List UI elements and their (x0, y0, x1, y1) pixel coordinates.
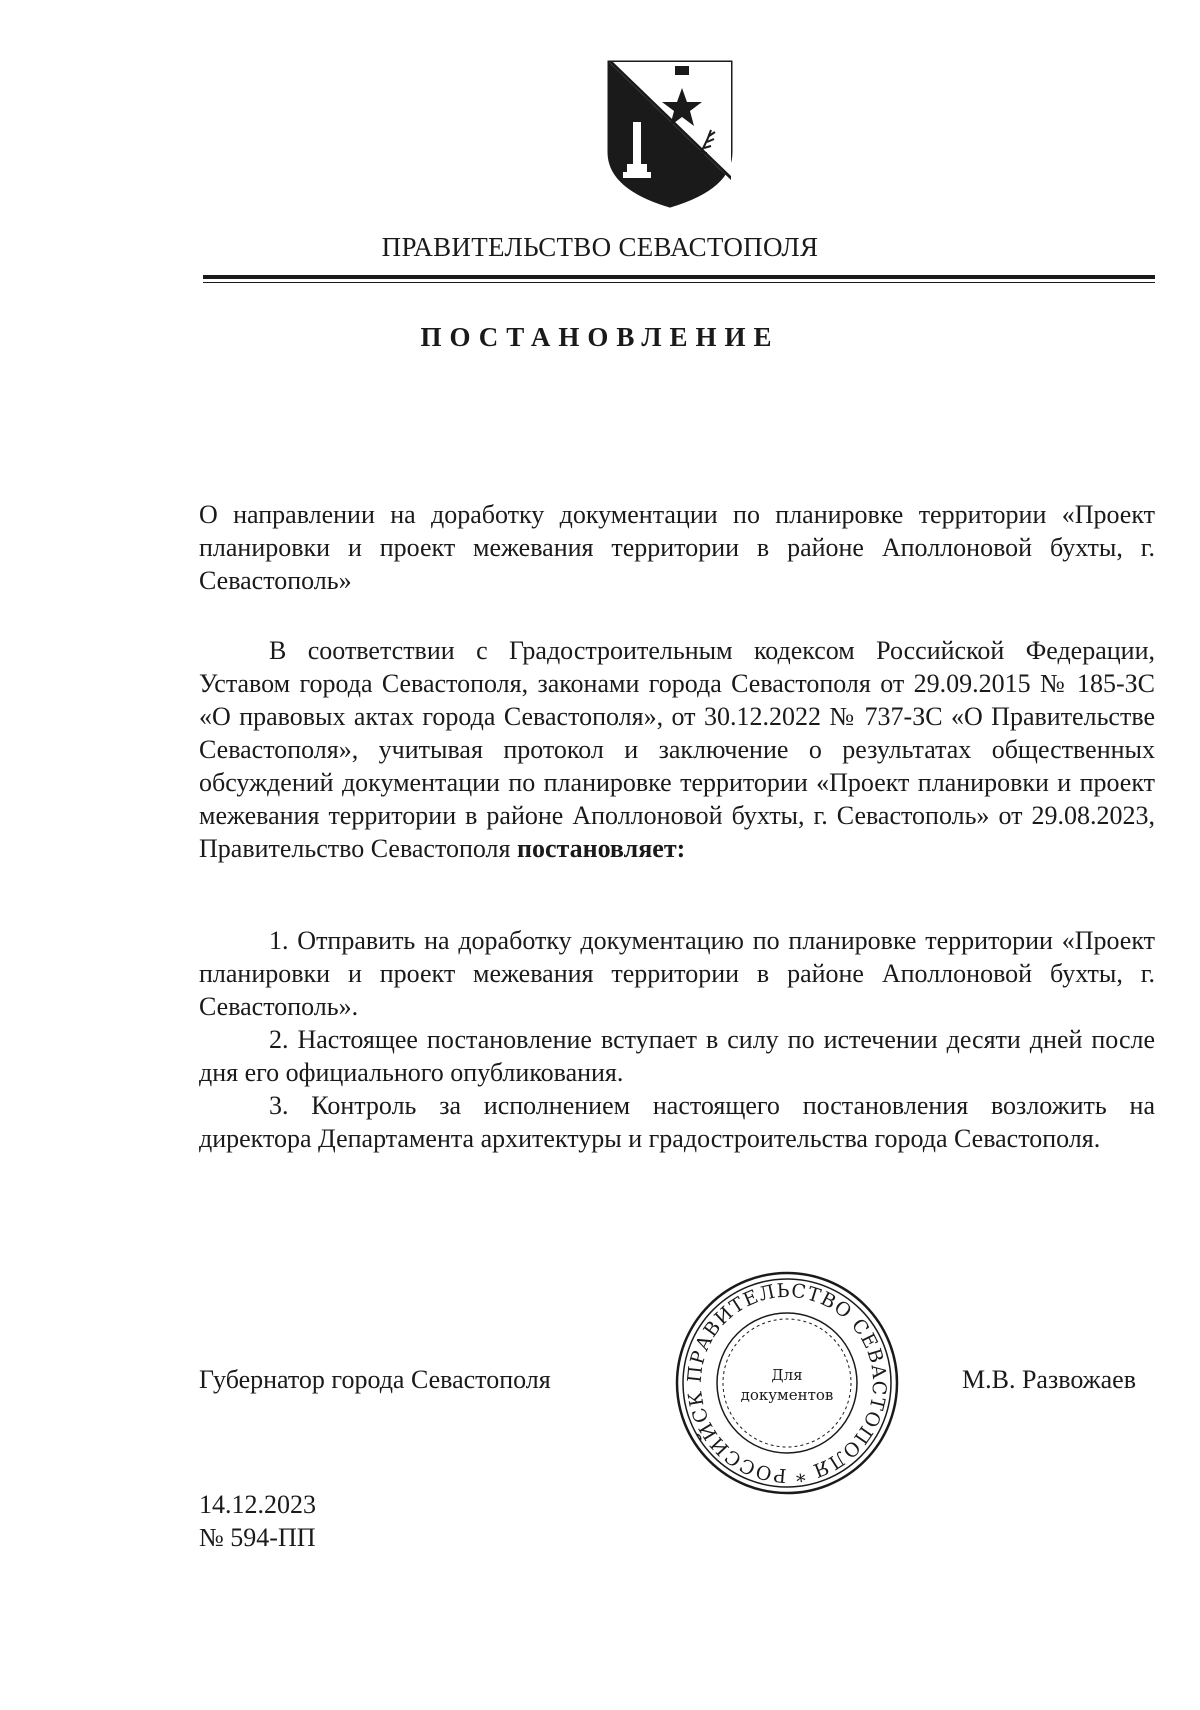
document-date: 14.12.2023 (199, 1490, 316, 1519)
document-date-number (199, 1488, 316, 1554)
document-subject: О направлении на доработку документации по планировке территории «Проект планировки и проект межевания территории в районе Аполлоновой бухты, г. Севастополь» (199, 500, 1155, 595)
header-divider-thin (203, 282, 1155, 283)
resolution-item: 3. Контроль за исполнением настоящего постановления возложить на директора Департамента архитектуры и градостроительства города Севастополя. (199, 1091, 1155, 1153)
resolves-keyword: постановляет: (516, 834, 686, 863)
document-type-title: ПОСТАНОВЛЕНИЕ (420, 322, 780, 352)
header-divider-thick (203, 275, 1155, 279)
organization-title: ПРАВИТЕЛЬСТВО СЕВАСТОПОЛЯ (381, 232, 819, 262)
signatory-name: М.В. Развожаев (962, 1365, 1137, 1394)
signatory-role: Губернатор города Севастополя (199, 1365, 551, 1394)
resolution-item: 2. Настоящее постановление вступает в силу по истечении десяти дней после дня его официального опубликования. (199, 1025, 1155, 1087)
preamble-paragraph (199, 634, 1155, 865)
document-number: № 594-ПП (199, 1523, 316, 1552)
resolution-item: 1. Отправить на доработку документацию по планировке территории «Проект планировки и проект межевания территории в районе Аполлоновой бухты, г. Севастополь». (199, 926, 1155, 1021)
seal-center-line1: Для (771, 1366, 803, 1384)
official-seal (672, 1268, 902, 1498)
resolution-items (199, 924, 1155, 1155)
preamble-text: В соответствии с Градостроительным кодексом Российской Федерации, Уставом города Севастополя, законами города Севастополя от 29.09.2015 № 185-ЗС «О правовых актах города Севастополя», от 30.12.2022 № 737-ЗС «О Правительстве Севастополя», учитывая протокол и заключение о результатах общественных обсуждений документации по планировке территории «Проект планировки и проект межевания территории в районе Аполлоновой бухты, г. Севастополь» от 29.08.2023, Правительство Севастополя (199, 636, 1155, 863)
coat-of-arms-icon (605, 60, 735, 208)
seal-outer-text: ПРАВИТЕЛЬСТВО СЕВАСТОПОЛЯ * РОССИЙСК (683, 1279, 891, 1487)
seal-center-line2: документов (740, 1386, 834, 1404)
